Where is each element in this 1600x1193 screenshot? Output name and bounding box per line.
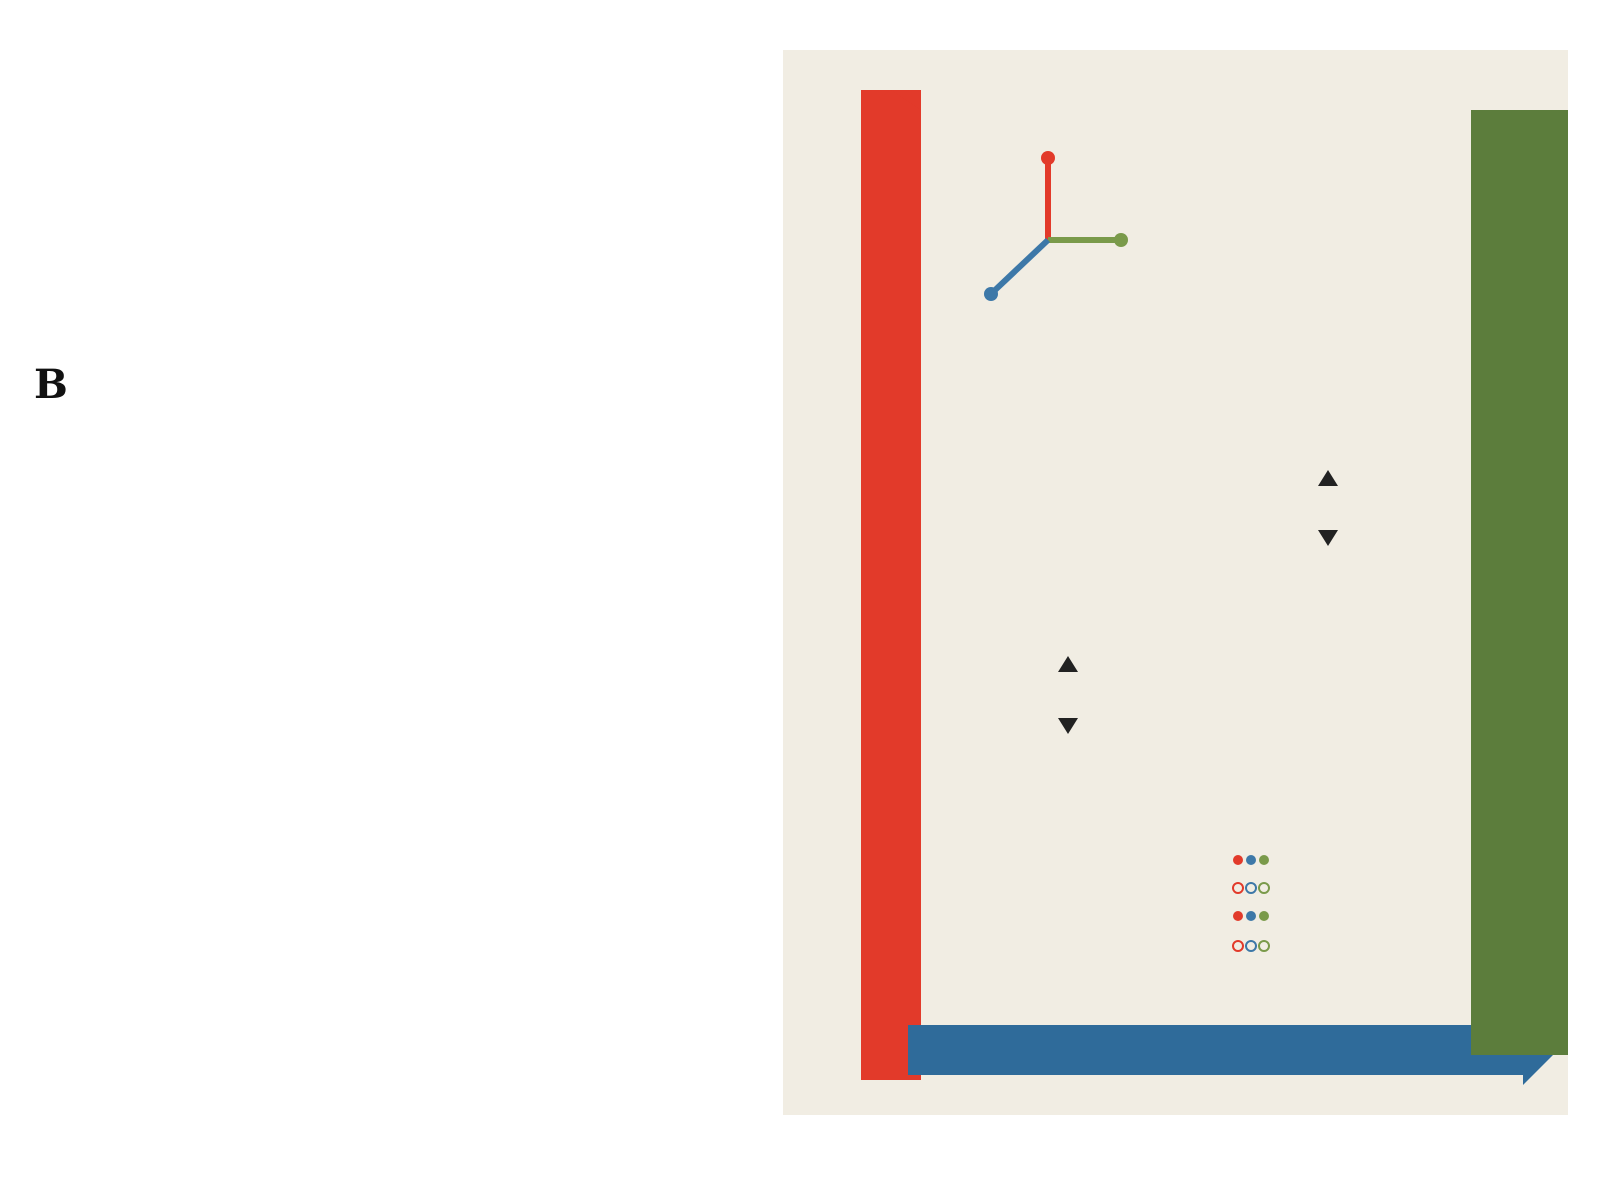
spin-axis-bar <box>861 90 921 1080</box>
article-column-1 <box>34 368 380 1033</box>
hadron-tree-diagram <box>783 50 1568 1115</box>
baryon-axis-bar <box>908 1025 1528 1075</box>
neutron-mass-formula <box>410 372 756 384</box>
q3-endpoint <box>1114 233 1128 247</box>
q1-endpoint <box>1041 151 1055 165</box>
mass-column <box>1471 110 1568 1055</box>
article-column-2 <box>410 368 756 1033</box>
drop-cap: В <box>34 368 68 408</box>
q2-endpoint <box>984 287 998 301</box>
